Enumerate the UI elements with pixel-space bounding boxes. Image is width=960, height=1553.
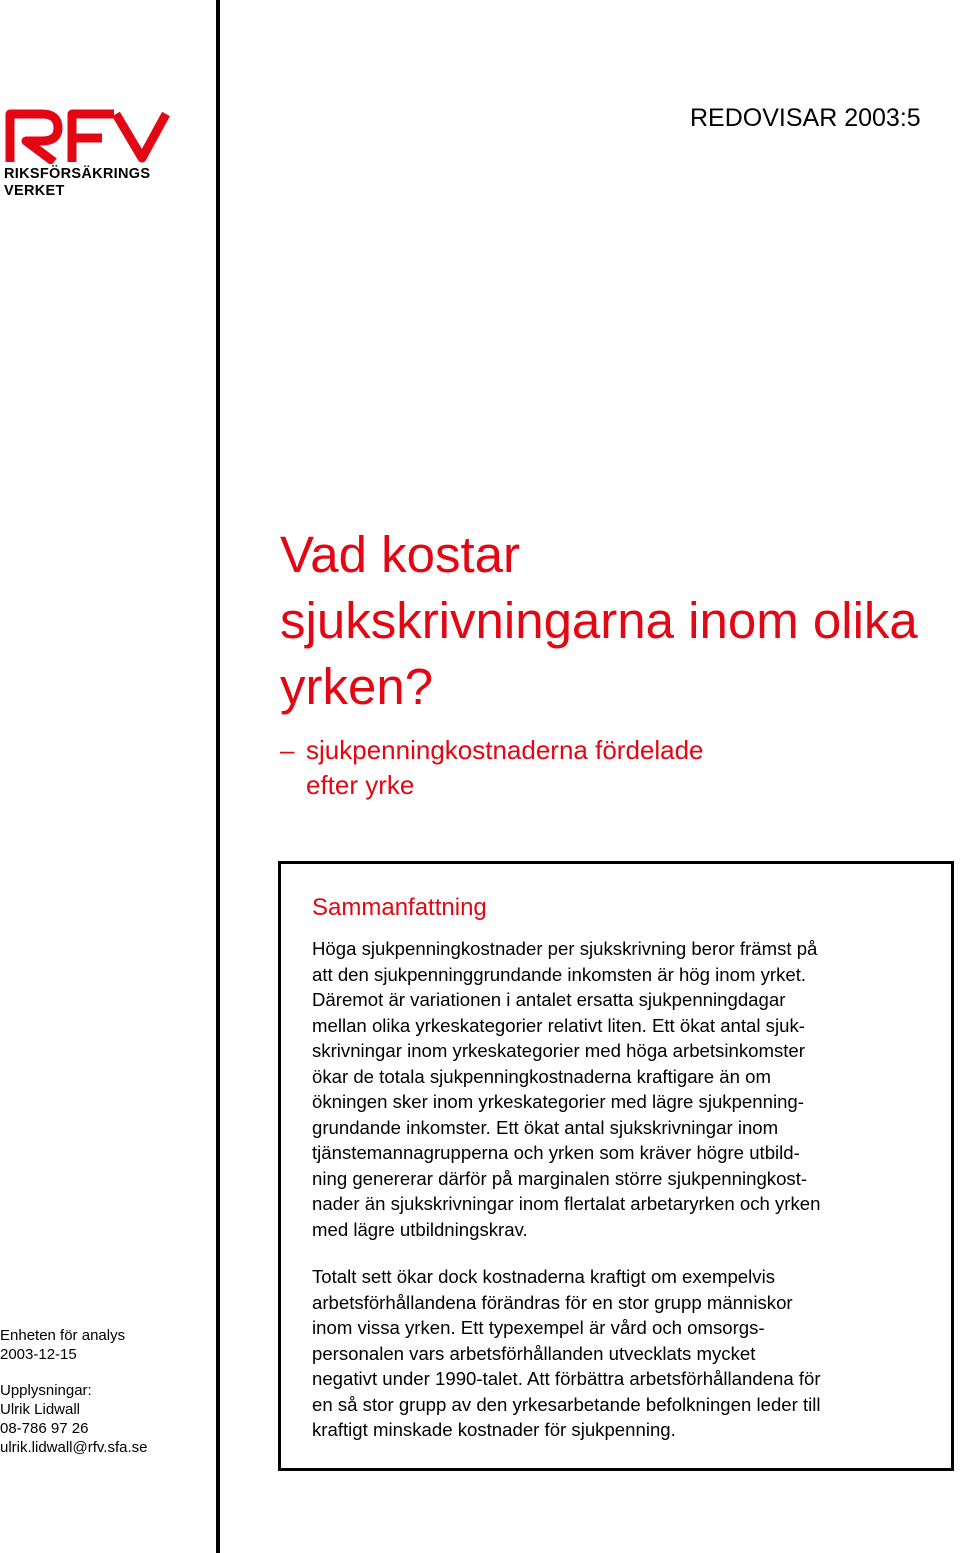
- contact-name: Ulrik Lidwall: [0, 1401, 81, 1418]
- logo-name-line2: VERKET: [4, 183, 65, 199]
- rfv-logo-mark: [4, 108, 170, 164]
- rfv-logo: [4, 108, 174, 200]
- summary-paragraph-2: Totalt sett ökar dock kostnaderna kraftigt om exempelvis arbetsförhållandena förändras för en stor grupp människor inom vissa yrken. Ett typexempel är vård och omsorgs- personalen vars arbetsförhållanden utvecklats mycket negativt under 1990-talet. Att förbättra arbetsförhållandena för en så stor grupp av den yrkesarbetande befolkningen leder till kraftigt minskade kostnader för sjukpenning.: [312, 1266, 821, 1440]
- summary-paragraph-1: Höga sjukpenningkostnader per sjukskrivning beror främst på att den sjukpenninggrundande inkomsten är hög inom yrket. Däremot är variationen i antalet ersatta sjukpenningdagar mellan olika yrkeskategorier relativt liten. Ett ökat antal sjuk- skrivningar inom yrkeskategorier med höga arbetsinkomster ökar de totala sjukpenningkostnaderna kraftigare än om ökningen sker inom yrkeskategorier med lägre sjukpenning- grundande inkomster. Ett ökat antal sjukskrivningar inom tjänstemannagrupperna och yrken som kräver högre utbild- ning genererar därför på marginalen större sjukpenningkost- nader än sjukskrivningar inom flertalat arbetaryrken och yrken med lägre utbildningskrav.: [312, 938, 821, 1240]
- summary-text: [312, 936, 932, 1443]
- contact-label: Upplysningar:: [0, 1382, 92, 1399]
- logo-name: [4, 166, 174, 200]
- page-title: Vad kostar sjukskrivningarna inom olika yrken?: [280, 526, 918, 715]
- summary-heading: Sammanfattning: [312, 894, 487, 921]
- logo-name-line1: RIKSFÖRSÄKRINGS: [4, 166, 151, 182]
- vertical-divider: [216, 0, 220, 1553]
- subtitle-text-line1: sjukpenningkostnaderna fördelade: [306, 735, 704, 765]
- subtitle-line2: efter yrke: [306, 770, 415, 800]
- subtitle-line1: [280, 733, 704, 768]
- sidebar-info: [0, 1326, 210, 1457]
- contact-email: ulrik.lidwall@rfv.sfa.se: [0, 1439, 148, 1456]
- contact-phone: 08-786 97 26: [0, 1420, 89, 1437]
- unit-name: Enheten för analys: [0, 1327, 126, 1344]
- report-id: REDOVISAR 2003:5: [690, 104, 921, 132]
- subtitle: [280, 733, 704, 803]
- subtitle-dash: –: [280, 735, 295, 765]
- publication-date: 2003-12-15: [0, 1346, 77, 1363]
